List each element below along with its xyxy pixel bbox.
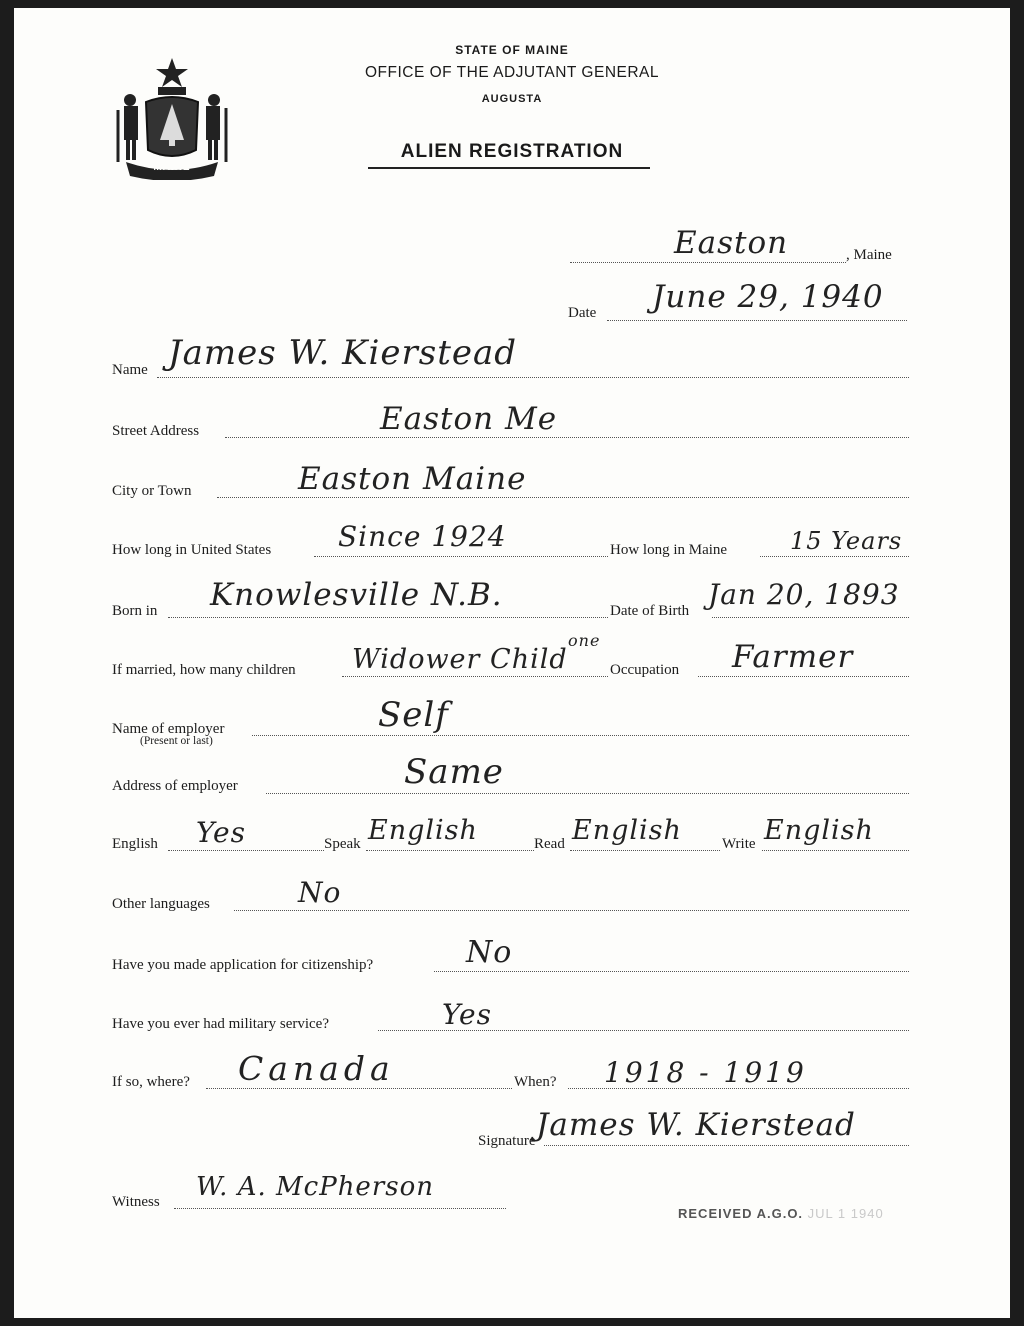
name-label: Name <box>112 362 148 378</box>
how-long-us-line <box>314 556 608 557</box>
date-of-birth-line <box>712 617 909 618</box>
office-heading: OFFICE OF THE ADJUTANT GENERAL <box>364 64 660 81</box>
maine-label: , Maine <box>846 247 892 263</box>
speak-line <box>366 850 534 851</box>
city-label: City or Town <box>112 483 192 499</box>
street-address-label: Street Address <box>112 423 200 439</box>
received-stamp-text: RECEIVED A.G.O. <box>678 1206 804 1221</box>
name-line <box>157 377 909 378</box>
how-long-us-entry: Since 1924 <box>338 520 507 553</box>
how-long-maine-label: How long in Maine <box>610 542 728 558</box>
occupation-entry: Farmer <box>732 639 854 675</box>
english-label: English <box>112 836 158 852</box>
write-line <box>762 850 909 851</box>
date-of-birth-entry: Jan 20, 1893 <box>708 578 900 611</box>
date-of-birth-label: Date of Birth <box>610 603 690 619</box>
employer-name-label: Name of employer <box>112 721 225 737</box>
military-service-entry: Yes <box>442 998 492 1031</box>
state-heading: STATE OF MAINE <box>455 43 569 57</box>
children-entry: Widower Child <box>352 644 568 675</box>
write-entry: English <box>764 815 874 846</box>
military-service-label: Have you ever had military service? <box>112 1016 329 1032</box>
citizenship-line <box>434 971 909 972</box>
other-languages-line <box>234 910 909 911</box>
speak-entry: English <box>368 815 478 846</box>
date-entry: June 29, 1940 <box>652 279 884 315</box>
witness-label: Witness <box>112 1194 160 1210</box>
how-long-maine-entry: 15 Years <box>790 527 903 555</box>
employer-address-label: Address of employer <box>112 778 238 794</box>
read-entry: English <box>572 815 682 846</box>
city-heading: AUGUSTA <box>481 93 543 105</box>
read-line <box>570 850 720 851</box>
how-long-us-label: How long in United States <box>112 542 272 558</box>
employer-address-line <box>266 793 909 794</box>
occupation-label: Occupation <box>610 662 680 678</box>
city-line <box>217 497 909 498</box>
english-entry: Yes <box>196 816 246 849</box>
received-stamp-date: JUL 1 1940 <box>807 1206 884 1221</box>
english-line <box>168 850 324 851</box>
speak-label: Speak <box>324 836 361 852</box>
employer-name-entry: Self <box>378 695 449 735</box>
when-entry: 1918 - 1919 <box>604 1056 807 1089</box>
employer-name-line <box>252 735 909 736</box>
other-languages-entry: No <box>298 876 342 909</box>
witness-entry: W. A. McPherson <box>196 1172 434 1202</box>
occupation-line <box>698 676 909 677</box>
town-entry: Easton <box>674 225 789 261</box>
where-label: If so, where? <box>112 1074 190 1090</box>
signature-line <box>544 1145 909 1146</box>
born-in-entry: Knowlesville N.B. <box>210 577 503 613</box>
write-label: Write <box>722 836 756 852</box>
form-title-underline <box>368 167 650 169</box>
witness-line <box>174 1208 506 1209</box>
seal-banner-text: MAINE <box>153 162 191 173</box>
other-languages-label: Other languages <box>112 896 210 912</box>
born-in-line <box>168 617 608 618</box>
town-line <box>570 262 846 263</box>
signature-label: Signature <box>478 1133 536 1149</box>
where-line <box>206 1088 512 1089</box>
date-label: Date <box>568 305 597 321</box>
name-entry: James W. Kierstead <box>168 333 518 373</box>
received-stamp <box>678 1206 884 1221</box>
where-entry: Canada <box>238 1049 395 1088</box>
children-entry-superscript: one <box>568 631 601 650</box>
street-address-entry: Easton Me <box>380 401 558 437</box>
when-label: When? <box>514 1074 557 1090</box>
citizenship-entry: No <box>466 935 513 970</box>
citizenship-label: Have you made application for citizenship? <box>112 957 374 973</box>
form-title: ALIEN REGISTRATION <box>400 141 624 162</box>
date-line <box>607 320 907 321</box>
city-entry: Easton Maine <box>298 461 527 497</box>
street-address-line <box>225 437 909 438</box>
children-label: If married, how many children <box>112 662 296 678</box>
employer-name-sublabel: (Present or last) <box>140 735 213 747</box>
born-in-label: Born in <box>112 603 158 619</box>
employer-address-entry: Same <box>404 752 504 792</box>
signature-entry: James W. Kierstead <box>536 1107 856 1143</box>
read-label: Read <box>534 836 565 852</box>
